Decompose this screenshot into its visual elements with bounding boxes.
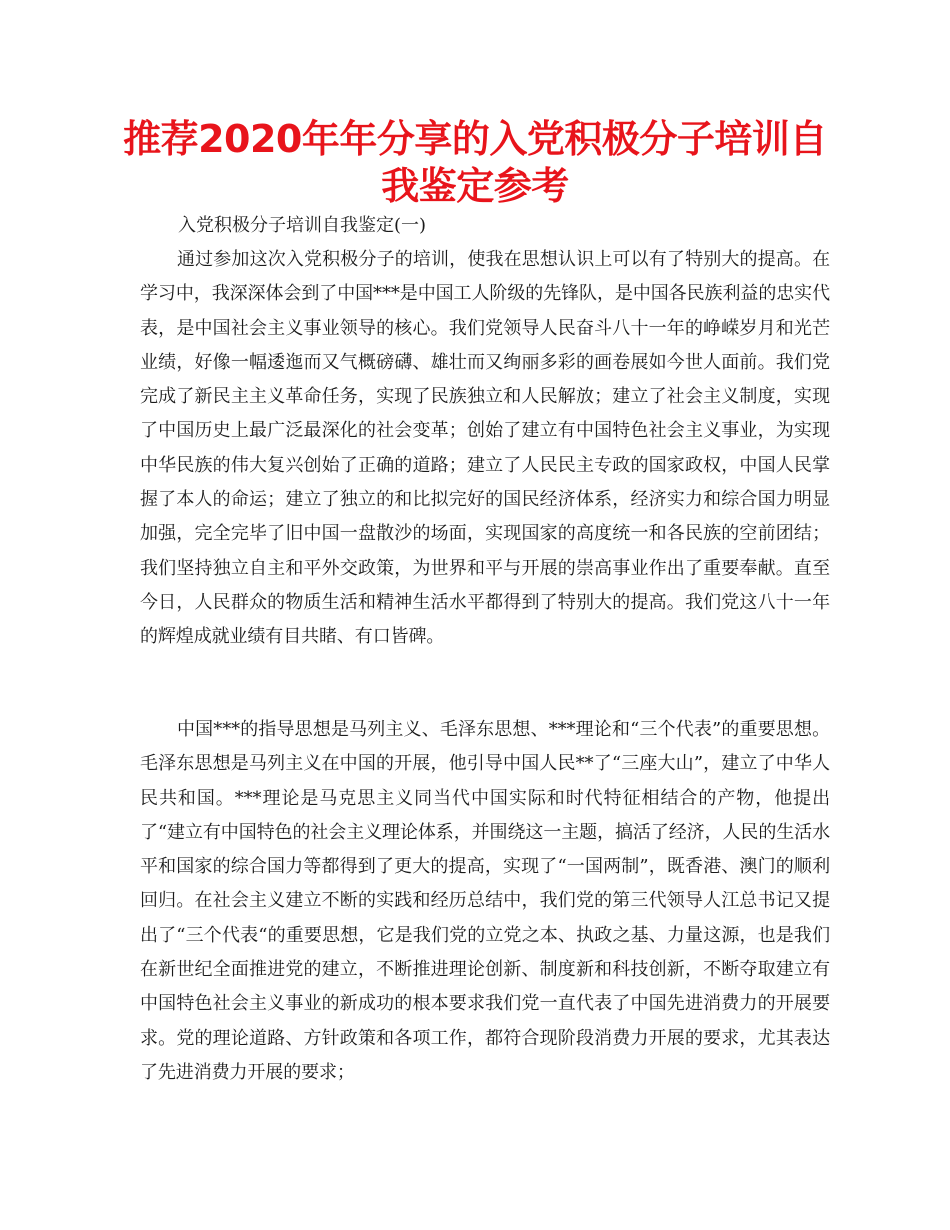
body-paragraph-2: 中国***的指导思想是马列主义、毛泽东思想、***理论和“三个代表”的重要思想。毛泽东思想是马列主义在中国的开展，他引导中国人民**了“三座大山”，建立了中华人民共和国。***理论是马克思主义同当代中国实际和时代特征相结合的产物，他提出了“建立有中国特色的社会主义理论体系，并围绕这一主题，搞活了经济，人民的生活水平和国家的综合国力等都得到了更大的提高，实现了“一国两制”，既香港、澳门的顺利回归。在社会主义建立不断的实践和经历总结中，我们党的第三代领导人江总书记又提出了“三个代表“的重要思想，它是我们党的立党之本、执政之基、力量这源，也是我们在新世纪全面推进党的建立，不断推进理论创新、制度新和科技创新，不断夺取建立有中国特色社会主义事业的新成功的根本要求我们党一直代表了中国先进消费力的开展要求。党的理论道路、方针政策和各项工作，都符合现阶段消费力开展的要求，尤其表达了先进消费力开展的要求； [140, 719, 830, 1083]
body-paragraph-1: 通过参加这次入党积极分子的培训，使我在思想认识上可以有了特别大的提高。在学习中，我深深体会到了中国***是中国工人阶级的先锋队，是中国各民族利益的忠实代表，是中国社会主义事业领导的核心。我们党领导人民奋斗八十一年的峥嵘岁月和光芒业绩，好像一幅逶迤而又气概磅礴、雄壮而又绚丽多彩的画卷展如今世人面前。我们党完成了新民主主义革命任务，实现了民族独立和人民解放；建立了社会主义制度，实现了中国历史上最广泛最深化的社会变革；创始了建立有中国特色社会主义事业，为实现中华民族的伟大复兴创始了正确的道路；建立了人民民主专政的国家政权，中国人民掌握了本人的命运；建立了独立的和比拟完好的国民经济体系，经济实力和综合国力明显加强，完全完毕了旧中国一盘散沙的场面，实现国家的高度统一和各民族的空前团结；我们坚持独立自主和平外交政策，为世界和平与开展的崇高事业作出了重要奉献。直至今日，人民群众的物质生活和精神生活水平都得到了特别大的提高。我们党这八十一年的辉煌成就业绩有目共睹、有口皆碑。 [140, 249, 830, 648]
section-subtitle: 入党积极分子培训自我鉴定(一) [178, 215, 427, 236]
document-title: 推荐2020年年分享的入党积极分子培训自我鉴定参考 [123, 117, 827, 208]
